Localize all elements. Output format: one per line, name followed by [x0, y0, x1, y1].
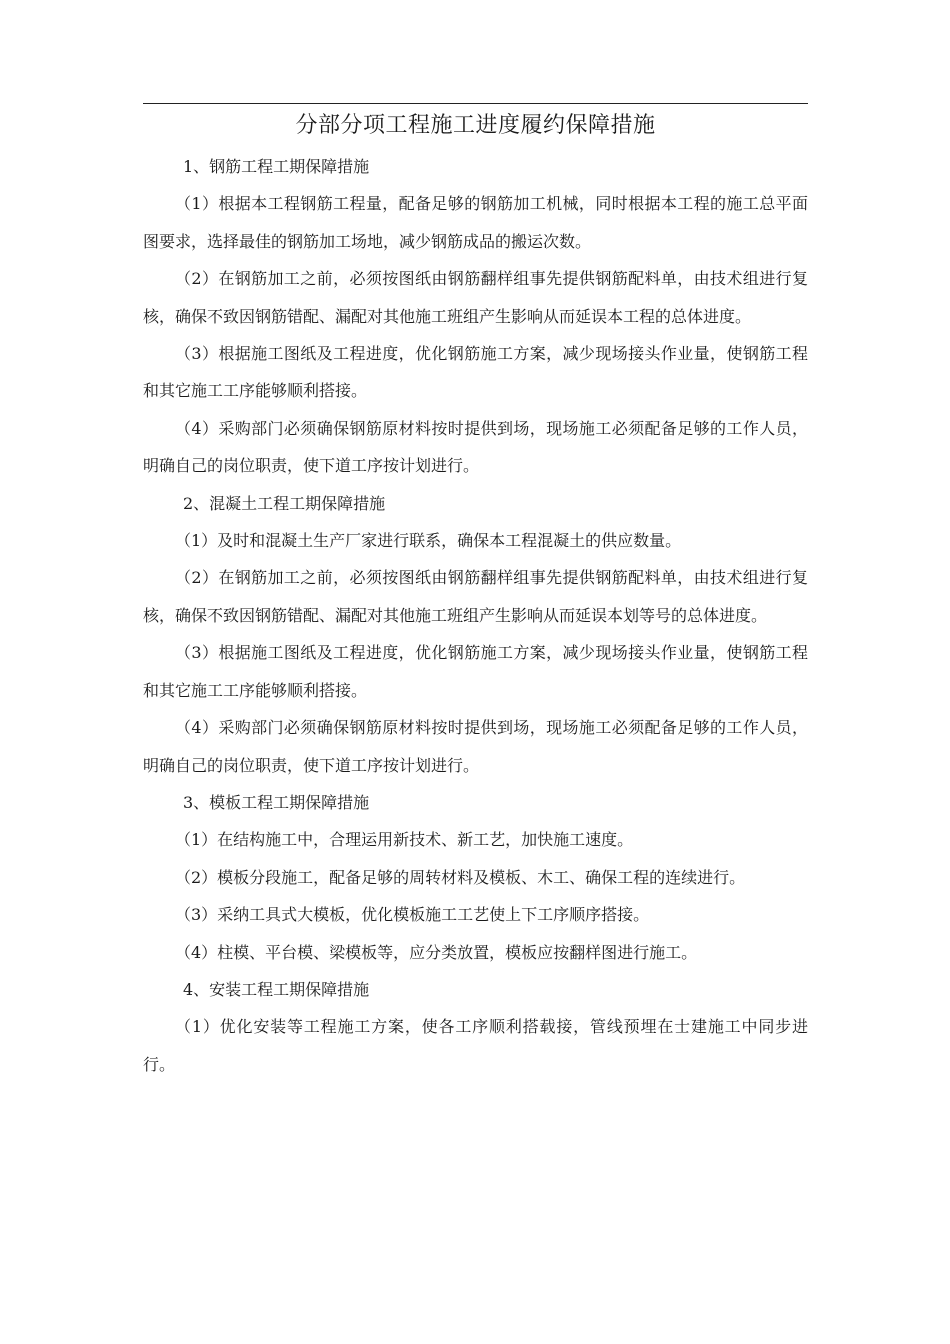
document-title: 分部分项工程施工进度履约保障措施 — [295, 113, 656, 138]
section-heading: 2、混凝土工程工期保障措施 — [183, 493, 386, 513]
section-heading: 3、模板工程工期保障措施 — [183, 792, 370, 812]
paragraph: （3）根据施工图纸及工程进度，优化钢筋施工方案，减少现场接头作业量，使钢筋工程和其它施工工序能够顺利搭接。 — [143, 643, 808, 700]
paragraph: （4）柱模、平台模、梁模板等，应分类放置，模板应按翻样图进行施工。 — [175, 942, 698, 962]
paragraph: （1）根据本工程钢筋工程量，配备足够的钢筋加工机械，同时根据本工程的施工总平面图要求，选择最佳的钢筋加工场地，减少钢筋成品的搬运次数。 — [143, 194, 808, 251]
paragraph: （4）采购部门必须确保钢筋原材料按时提供到场，现场施工必须配备足够的工作人员，明确自己的岗位职责，使下道工序按计划进行。 — [143, 718, 808, 775]
document-page — [143, 103, 808, 1083]
paragraph: （1）在结构施工中，合理运用新技术、新工艺，加快施工速度。 — [175, 830, 634, 850]
paragraph: （4）采购部门必须确保钢筋原材料按时提供到场，现场施工必须配备足够的工作人员，明确自己的岗位职责，使下道工序按计划进行。 — [143, 418, 808, 476]
section-heading: 1、钢筋工程工期保障措施 — [183, 157, 370, 176]
document-body — [143, 148, 808, 1083]
paragraph: （1）优化安装等工程施工方案，使各工序顺利搭载接，管线预埋在士建施工中同步进行。 — [143, 1017, 808, 1074]
header-rule — [143, 103, 808, 104]
paragraph: （2）模板分段施工，配备足够的周转材料及模板、木工、确保工程的连续进行。 — [175, 867, 746, 887]
paragraph: （1）及时和混凝土生产厂家进行联系，确保本工程混凝土的供应数量。 — [175, 531, 682, 551]
paragraph: （2）在钢筋加工之前，必须按图纸由钢筋翻样组事先提供钢筋配料单，由技术组进行复核，确保不致因钢筋错配、漏配对其他施工班组产生影响从而延误本工程的总体进度。 — [143, 269, 808, 326]
paragraph: （2）在钢筋加工之前，必须按图纸由钢筋翻样组事先提供钢筋配料单，由技术组进行复核，确保不致因钢筋错配、漏配对其他施工班组产生影响从而延误本划等号的总体进度。 — [143, 568, 808, 625]
section-heading: 4、安装工程工期保障措施 — [183, 979, 370, 999]
paragraph: （3）根据施工图纸及工程进度，优化钢筋施工方案，减少现场接头作业量，使钢筋工程和其它施工工序能够顺利搭接。 — [143, 344, 808, 401]
paragraph: （3）采纳工具式大模板，优化模板施工工艺使上下工序顺序搭接。 — [175, 905, 650, 925]
